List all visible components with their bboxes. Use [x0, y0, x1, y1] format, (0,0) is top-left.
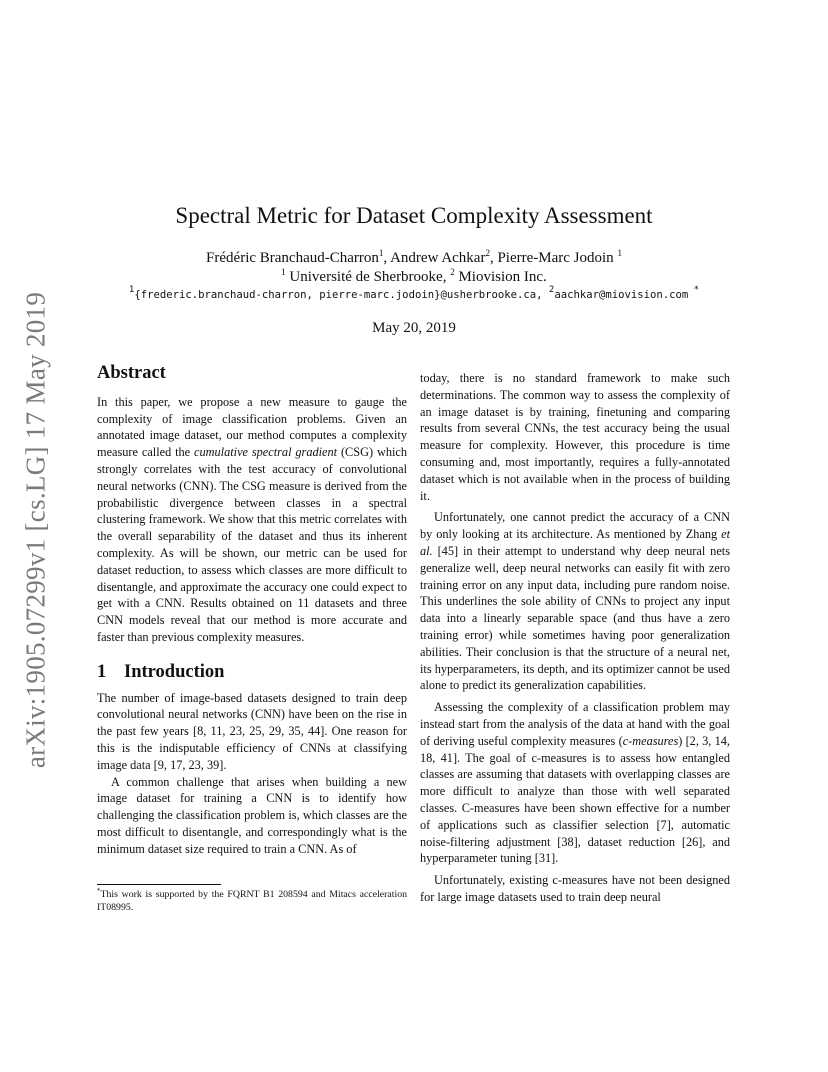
footnote-mark: * — [97, 887, 101, 895]
affiliation-1-mark: 1 — [281, 267, 286, 277]
abstract-paragraph — [97, 394, 407, 646]
author-names — [0, 249, 828, 268]
abstract-heading: Abstract — [97, 363, 166, 383]
email-1-mark: 1 — [128, 285, 135, 295]
author-emails — [0, 285, 828, 301]
left-column — [97, 365, 407, 858]
intro-paragraph-5 — [420, 699, 730, 867]
abstract-emphasis: cumulative spectral gradient — [194, 445, 338, 460]
abstract-text-1: In this paper, we propose a new measure to gauge the complexity of image classification problems. Given an annotated image dataset, our method computes a complexity measure called the — [97, 394, 407, 460]
intro-p4-text-1: Unfortunately, one cannot predict the accuracy of a CNN by only looking at its architecture. As mentioned by Zhang — [420, 510, 730, 542]
footnote-star-mark: * — [688, 285, 700, 295]
affiliations — [0, 268, 828, 287]
intro-p4-text-2: [45] in their attempt to understand why deep neural nets generalize well, deep neural networks can easily fit with zero training error on any input data, including pure random noise. This underlines the sole ability of CNNs to project any input data into a linearly separable space (and thus have a zero training error) while sometimes having poor generalization abilities. Their conclusion is that the structure of a neural net, its hyperparameters, its depth, and its optimizer cannot be used alone to predict its generalization capabilities. — [420, 543, 730, 693]
author-2: , Andrew Achkar — [383, 250, 486, 266]
email-2-mark: 2 — [548, 285, 555, 295]
paper-title: Spectral Metric for Dataset Complexity Assessment — [175, 203, 653, 228]
intro-paragraph-6: Unfortunately, existing c-measures have not been designed for large image datasets used to train deep neural — [420, 873, 730, 904]
author-block — [0, 249, 828, 287]
arxiv-identifier-stamp: arXiv:1905.07299v1 [cs.LG] 17 May 2019 — [20, 291, 51, 769]
affiliation-2-mark: 2 — [450, 267, 455, 277]
email-1: {frederic.branchaud-charron, pierre-marc.jodoin}@usherbrooke.ca, — [134, 289, 549, 301]
author-2-affiliation-mark: 2 — [485, 248, 490, 258]
funding-footnote — [97, 888, 407, 914]
footnote-text: This work is supported by the FQRNT B1 208594 and Mitacs acceleration IT08995. — [97, 889, 407, 913]
right-column — [420, 370, 730, 906]
intro-paragraph-2: A common challenge that arises when building a new image dataset for training a CNN is to identify how challenging the classification problem is, which classes are the most difficult to disentangle, and correspondingly what is the minimum dataset size required to train a CNN. As of — [97, 774, 407, 856]
author-1-affiliation-mark: 1 — [378, 248, 384, 258]
author-3: , Pierre-Marc Jodoin — [489, 250, 614, 266]
affiliation-2: Miovision Inc. — [454, 269, 547, 285]
email-2: aachkar@miovision.com — [554, 289, 689, 301]
introduction-heading — [97, 661, 407, 682]
author-3-affiliation-mark: 1 — [617, 248, 622, 258]
intro-paragraph-4 — [420, 509, 730, 694]
intro-p4-emphasis: et al. — [420, 527, 730, 558]
author-1: Frédéric Branchaud-Charron — [206, 250, 379, 266]
paper-date: May 20, 2019 — [372, 320, 456, 336]
section-number: 1 — [97, 661, 107, 682]
intro-paragraph-1: The number of image-based datasets designed to train deep convolutional neural networks (CNN) have been on the rise in the past few years [8, 11, 23, 25, 29, 35, 44]. One reason for this is the indisputable efficiency of CNNs at classifying image data [9, 17, 23, 39]. — [97, 690, 407, 772]
intro-paragraph-3: today, there is no standard framework to make such determinations. The common way to assess the complexity of an image dataset is by training, finetuning and comparing results from several CNNs, the test accuracy being the usual measure for complexity. However, this procedure is time consuming and, most importantly, requires a fully-annotated dataset which is not available when in the process of building it. — [420, 371, 730, 503]
section-title: Introduction — [124, 661, 225, 682]
abstract-text-2: (CSG) which strongly correlates with the test accuracy of convolutional neural networks (CNN). The CSG measure is derived from the probabilistic divergence between classes in a spectral clustering framework. We show that this metric correlates with the overall separability of the dataset and thus its inherent complexity. As will be shown, our metric can be used for dataset reduction, to assess which classes are more difficult to disentangle, and approximate the accuracy one could expect to get with a CNN. Results obtained on 11 datasets and three CNN models reveal that our method is more accurate and faster than previous complexity measures. — [97, 445, 408, 644]
footnote-divider — [97, 884, 221, 885]
affiliation-1: Université de Sherbrooke, — [285, 269, 451, 285]
intro-p5-text-1: Assessing the complexity of a classification problem may instead start from the analysis of the data at hand with the goal of deriving useful complexity measures ( — [420, 700, 730, 748]
intro-p5-emphasis: c-measures — [622, 733, 679, 748]
intro-p5-text-2: ) [2, 3, 14, 18, 41]. The goal of c-measures is to assess how entangled classes are assuming that datasets with overlapping classes are more difficult to analyze than those with well separated classes. C-measures have been shown effective for a number of applications such as classifier selection [7], automatic noise-filtering adjustment [38], dataset reduction [26], and hyperparameter tuning [31]. — [420, 733, 730, 866]
